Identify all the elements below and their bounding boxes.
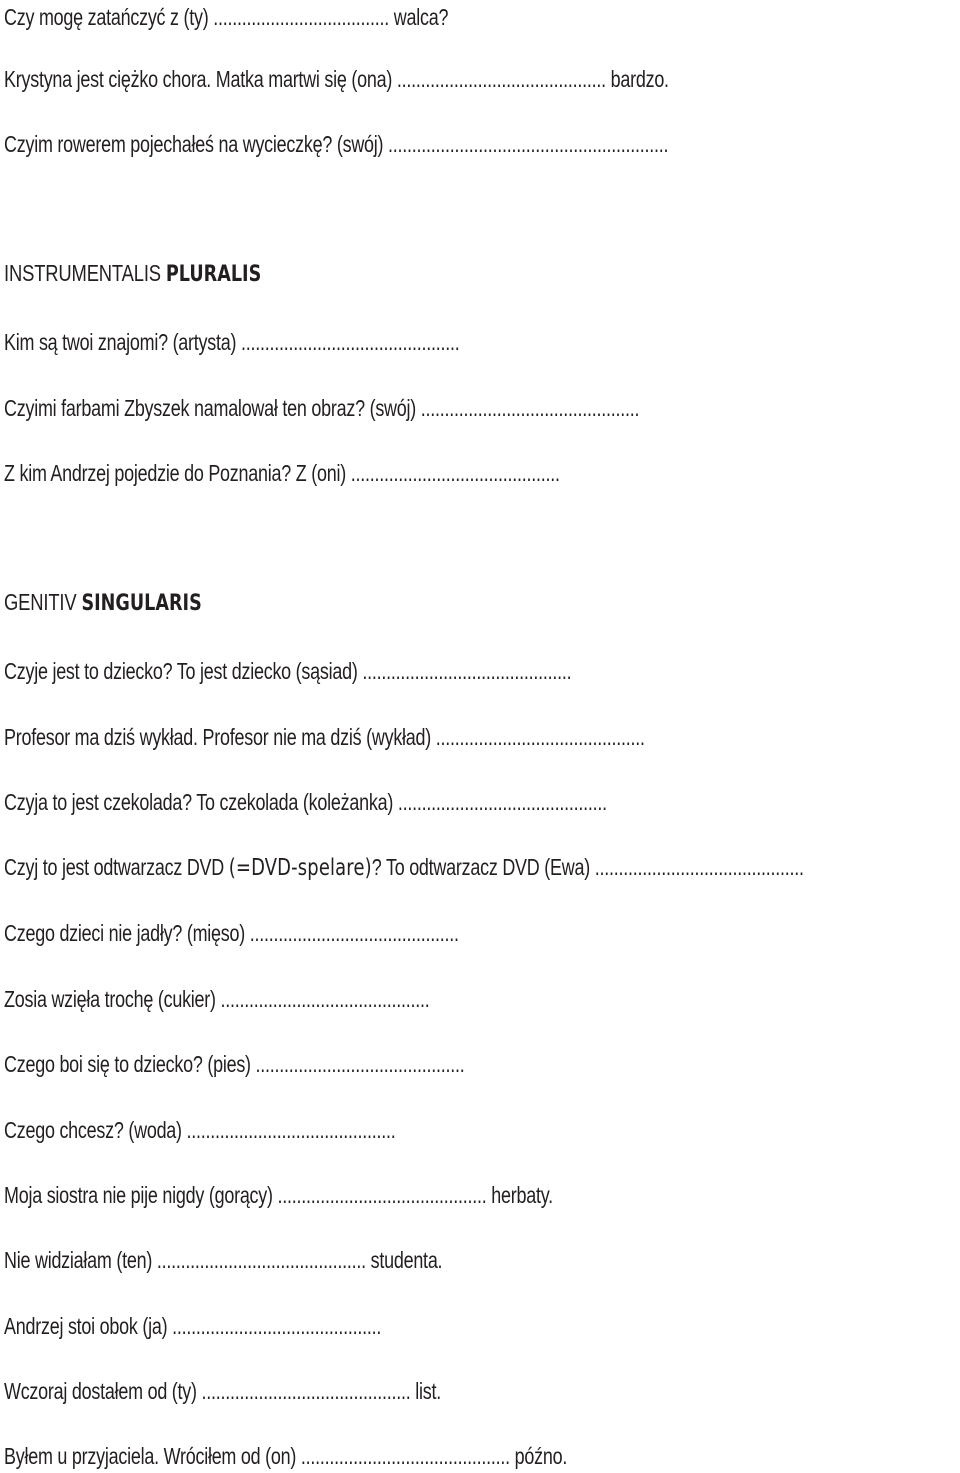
exercise-line: Andrzej stoi obok (ja) ............................................ [4, 1313, 382, 1339]
exercise-line: Profesor ma dziś wykład. Profesor nie ma dziś (wykład) ............................................ [4, 724, 645, 750]
heading-bold: PLURALIS [165, 262, 262, 287]
exercise-line: Czyje jest to dziecko? To jest dziecko (sąsiad) ............................................ [4, 658, 572, 684]
dvd-before: Czyj to jest odtwarzacz DVD [4, 854, 229, 880]
exercise-line: Czego boi się to dziecko? (pies) ............................................ [4, 1051, 465, 1077]
heading-prefix: INSTRUMENTALIS [4, 260, 161, 286]
exercise-line: Byłem u przyjaciela. Wróciłem od (on) ............................................ późno. [4, 1443, 568, 1469]
dvd-after: ? To odtwarzacz DVD (Ewa) ............................................ [371, 854, 804, 880]
exercise-line: Czyimi farbami Zbyszek namalował ten obraz? (swój) .............................................. [4, 395, 640, 421]
section-heading-instrumentalis [4, 258, 261, 290]
heading-bold: SINGULARIS [81, 591, 202, 616]
exercise-line: Moja siostra nie pije nigdy (gorący) ............................................ herbaty. [4, 1182, 553, 1208]
exercise-line: Kim są twoi znajomi? (artysta) .............................................. [4, 329, 460, 355]
heading-prefix: GENITIV [4, 589, 77, 615]
exercise-line: Czego chcesz? (woda) ............................................ [4, 1117, 396, 1143]
exercise-line: Zosia wzięła trochę (cukier) ............................................ [4, 986, 430, 1012]
exercise-line: Wczoraj dostałem od (ty) ............................................ list. [4, 1378, 442, 1404]
exercise-line-dvd [4, 852, 804, 883]
dvd-translation: (=DVD-spelare) [228, 855, 372, 881]
exercise-line: Czyja to jest czekolada? To czekolada (koleżanka) ............................................ [4, 789, 607, 815]
exercise-line: Krystyna jest ciężko chora. Matka martwi się (ona) ............................................ bardzo. [4, 66, 669, 92]
exercise-line: Czy mogę zatańczyć z (ty) ..................................... walca? [4, 4, 449, 30]
exercise-line: Z kim Andrzej pojedzie do Poznania? Z (oni) ............................................ [4, 460, 560, 486]
exercise-line: Nie widziałam (ten) ............................................ studenta. [4, 1247, 443, 1273]
section-heading-genitiv [4, 587, 202, 619]
exercise-line: Czego dzieci nie jadły? (mięso) ............................................ [4, 920, 459, 946]
exercise-line: Czyim rowerem pojechałeś na wycieczkę? (swój) ........................................................... [4, 131, 669, 157]
